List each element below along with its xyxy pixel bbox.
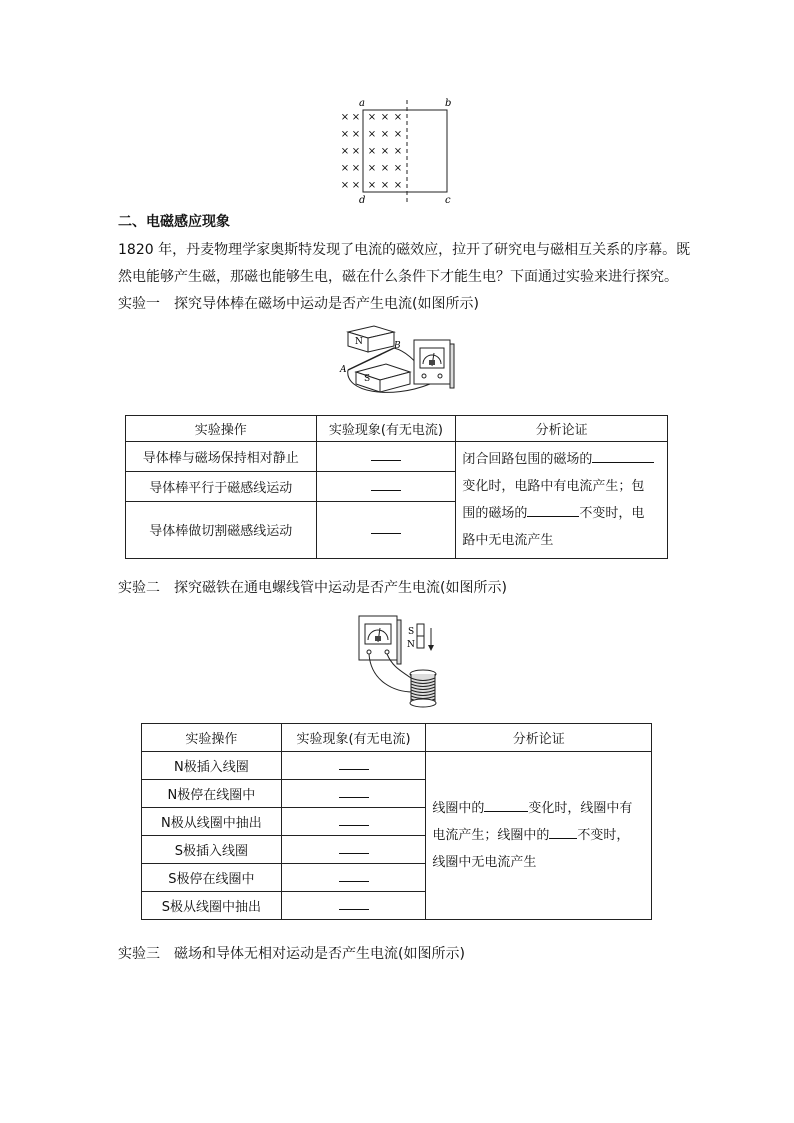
table1-header-phenomenon: 实验现象(有无电流) [316,416,456,442]
table2-operation-3: N极从线圈中抽出 [142,808,282,836]
experiment-3-title: 实验三 磁场和导体无相对运动是否产生电流(如图所示) [118,946,465,962]
field-cross: × [393,129,403,140]
rod-b-label: B [394,341,401,351]
field-cross: × [380,146,390,157]
field-cross: × [340,129,350,140]
field-cross: × [351,180,361,191]
field-cross: × [351,129,361,140]
table1-operation-2: 导体棒平行于磁感线运动 [126,471,317,501]
field-cross: × [380,180,390,191]
table2-header-operation: 实验操作 [142,724,282,752]
field-cross: × [367,112,377,123]
intro-line-1: 1820 年，丹麦物理学家奥斯特发现了电流的磁效应，拉开了研究电与磁相互关系的序幕。既 [118,242,691,258]
field-cross: × [340,180,350,191]
field-cross: × [351,146,361,157]
experiment-1-figure [330,322,460,402]
field-cross: × [351,112,361,123]
table2-header-analysis: 分析论证 [426,724,652,752]
table1-header-analysis: 分析论证 [456,416,668,442]
table2-analysis: 线圈中的 变化时，线圈中有 电流产生；线圈中的 不变时， 线圈中无电流产生 [426,752,652,920]
magnet-s-label: S [408,627,415,637]
field-cross: × [393,112,403,123]
field-cross: × [380,163,390,174]
table2-answer-blank [281,752,426,780]
label-a: a [359,98,365,109]
magnetic-field-figure [335,95,465,210]
experiment-2-title: 实验二 探究磁铁在通电螺线管中运动是否产生电流(如图所示) [118,580,507,596]
label-d: d [359,195,366,206]
experiment-1-title: 实验一 探究导体棒在磁场中运动是否产生电流(如图所示) [118,296,479,312]
label-c: c [445,195,451,206]
table2-operation-1: N极插入线圈 [142,752,282,780]
table2-answer-blank [281,808,426,836]
experiment-2-figure [355,612,445,712]
field-cross: × [351,163,361,174]
field-cross: × [393,163,403,174]
intro-line-2: 然电能够产生磁，那磁也能够生电，磁在什么条件下才能生电？下面通过实验来进行探究。 [118,269,678,285]
magnet-n-label: N [407,640,415,650]
field-cross: × [380,112,390,123]
table1-header-operation: 实验操作 [126,416,317,442]
section-title: 二、电磁感应现象 [118,214,230,230]
table1-analysis: 闭合回路包围的磁场的 变化时，电路中有电流产生；包 围的磁场的 不变时，电 路中无电流产生 [456,442,668,559]
field-cross: × [393,180,403,191]
table2-answer-blank [281,892,426,920]
magnet-n-label: N [355,337,363,347]
table1-operation-3: 导体棒做切割磁感线运动 [126,501,317,558]
table2-header-phenomenon: 实验现象(有无电流) [281,724,426,752]
table1-answer-blank [316,471,456,501]
field-cross: × [380,129,390,140]
magnet-s-label: S [364,374,371,384]
field-cross: × [393,146,403,157]
field-crosses [341,112,402,191]
experiment-2-table [141,723,652,920]
table2-answer-blank [281,836,426,864]
table2-answer-blank [281,864,426,892]
table1-operation-1: 导体棒与磁场保持相对静止 [126,442,317,472]
field-cross: × [340,146,350,157]
table2-operation-2: N极停在线圈中 [142,780,282,808]
field-cross: × [367,163,377,174]
field-cross: × [340,112,350,123]
field-cross: × [340,163,350,174]
field-cross: × [367,129,377,140]
table2-answer-blank [281,780,426,808]
experiment-1-table [125,415,668,559]
field-cross: × [367,146,377,157]
table2-operation-6: S极从线圈中抽出 [142,892,282,920]
table2-operation-5: S极停在线圈中 [142,864,282,892]
table2-operation-4: S极插入线圈 [142,836,282,864]
table1-answer-blank [316,442,456,472]
field-cross: × [367,180,377,191]
label-b: b [445,98,452,109]
rod-a-label: A [340,365,347,375]
table1-answer-blank [316,501,456,558]
